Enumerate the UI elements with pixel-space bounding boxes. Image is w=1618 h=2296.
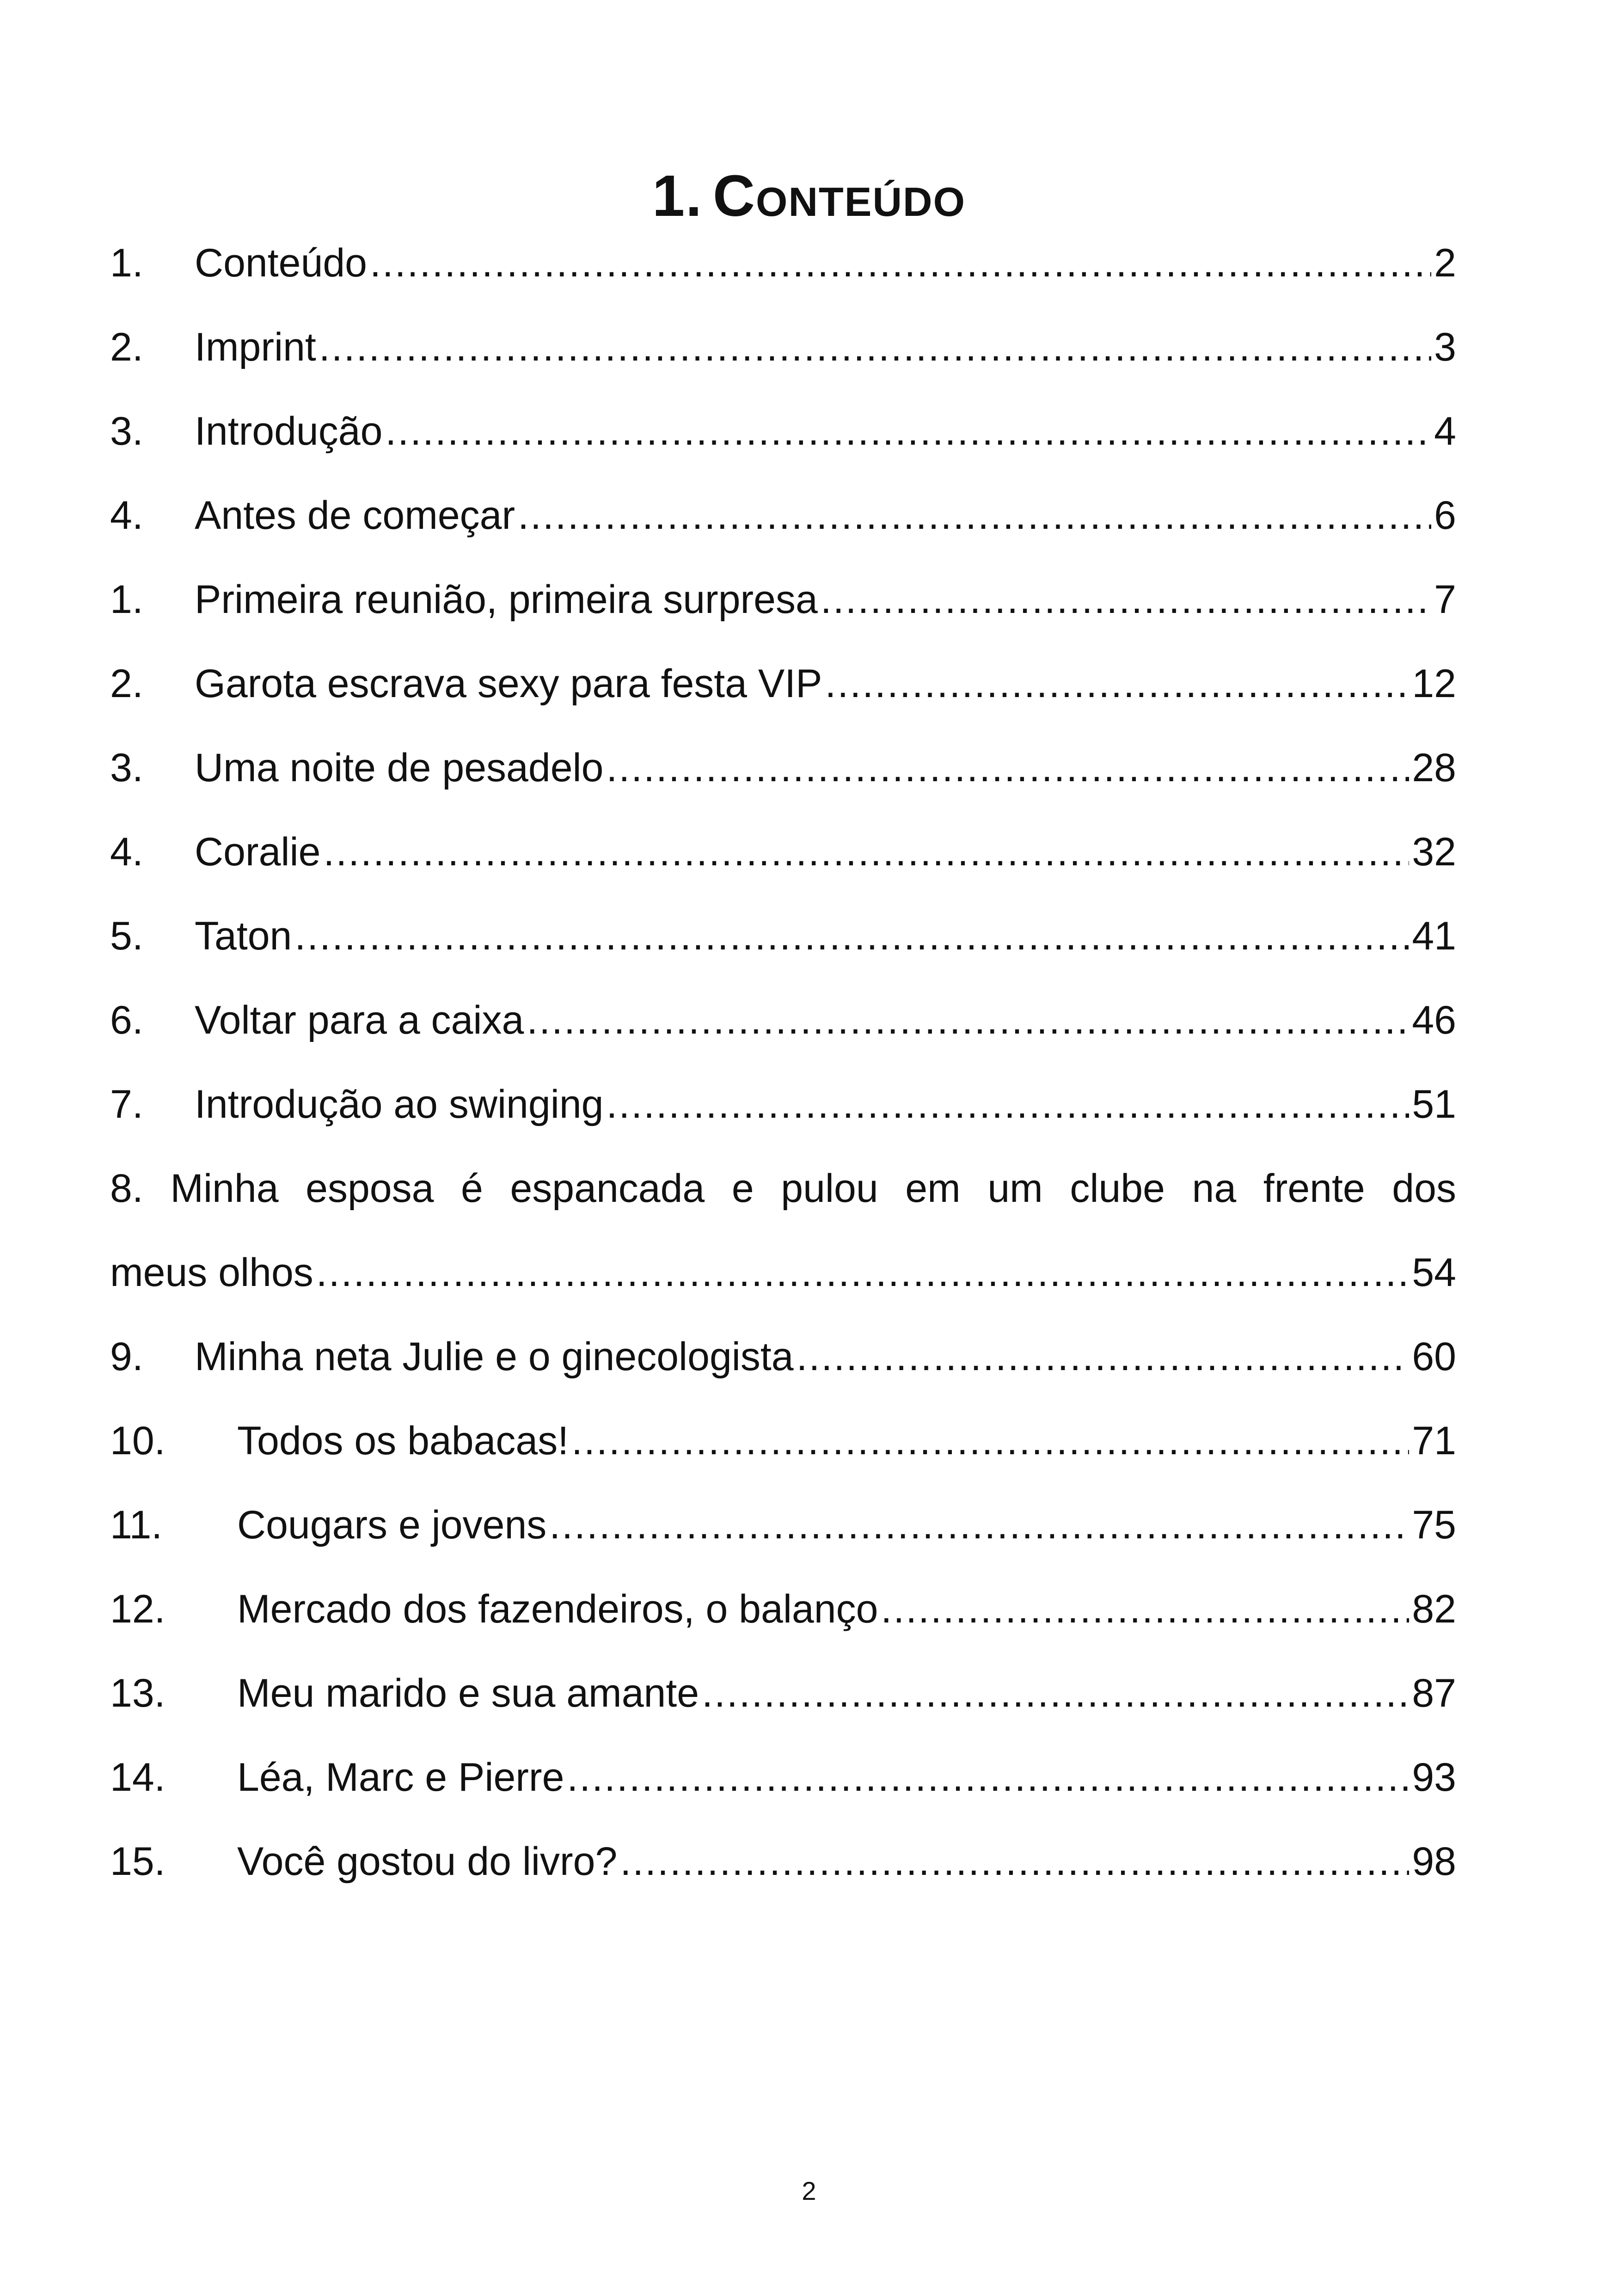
dot-leader (606, 726, 1409, 810)
toc-entry-number: 13. (110, 1671, 165, 1715)
table-of-contents (110, 221, 1456, 1904)
toc-entry-title: Minha neta Julie e o ginecologista (195, 1335, 794, 1379)
toc-entry-word: clube (1070, 1166, 1165, 1211)
toc-entry[interactable] (110, 1146, 1456, 1315)
toc-entry[interactable] (110, 1062, 1456, 1146)
toc-entry-word: na (1192, 1166, 1237, 1211)
dot-leader (294, 894, 1409, 978)
toc-entry[interactable] (110, 1735, 1456, 1819)
toc-entry-number: 3. (110, 409, 143, 453)
toc-entry-number: 2. (110, 661, 143, 706)
toc-entry-page: 28 (1412, 746, 1456, 790)
toc-entry[interactable] (110, 1567, 1456, 1651)
toc-entry-page: 12 (1412, 661, 1456, 706)
dot-leader (567, 1735, 1409, 1819)
toc-entry-word: frente (1263, 1166, 1365, 1211)
toc-entry-number: 5. (110, 914, 143, 958)
toc-entry-word: em (905, 1166, 961, 1211)
toc-entry-title: Voltar para a caixa (195, 998, 524, 1042)
toc-entry-number: 6. (110, 998, 143, 1042)
dot-leader (316, 1231, 1410, 1315)
toc-entry[interactable] (110, 726, 1456, 810)
toc-entry-page: 71 (1412, 1419, 1456, 1463)
toc-entry-page: 51 (1412, 1082, 1456, 1127)
toc-entry-word: esposa (306, 1166, 434, 1211)
toc-entry-title: Primeira reunião, primeira surpresa (195, 577, 818, 622)
toc-entry-number: 3. (110, 746, 143, 790)
toc-entry-number: 15. (110, 1839, 165, 1884)
toc-entry-word: e (731, 1166, 754, 1211)
toc-entry[interactable] (110, 1819, 1456, 1904)
toc-entry-word: um (987, 1166, 1043, 1211)
toc-entry-number: 8. (110, 1166, 143, 1211)
dot-leader (821, 557, 1431, 642)
toc-entry-word: espancada (510, 1166, 705, 1211)
toc-entry-page: 4 (1434, 409, 1456, 453)
toc-entry-title: Imprint (195, 325, 316, 369)
toc-entry-title: Mercado dos fazendeiros, o balanço (237, 1587, 878, 1631)
toc-entry-title: Cougars e jovens (237, 1503, 547, 1547)
dot-leader (385, 389, 1431, 473)
toc-entry-number: 12. (110, 1587, 165, 1631)
toc-entry-title: Todos os babacas! (237, 1419, 569, 1463)
dot-leader (620, 1819, 1409, 1904)
toc-entry-word: é (461, 1166, 483, 1211)
toc-entry-title: Antes de começar (195, 493, 515, 538)
toc-entry-title: Meu marido e sua amante (237, 1671, 699, 1715)
toc-entry-page: 46 (1412, 998, 1456, 1042)
title-number: 1. (652, 163, 703, 229)
toc-entry-page: 98 (1412, 1839, 1456, 1884)
toc-entry-title: Você gostou do livro? (237, 1839, 618, 1884)
toc-entry[interactable] (110, 389, 1456, 473)
toc-entry-number: 4. (110, 493, 143, 538)
toc-entry-number: 9. (110, 1335, 143, 1379)
dot-leader (319, 305, 1431, 389)
toc-entry[interactable] (110, 473, 1456, 557)
toc-entry-title: Introdução ao swinging (195, 1082, 604, 1127)
toc-entry-title-line2 (110, 1231, 1456, 1315)
toc-entry-page: 41 (1412, 914, 1456, 958)
toc-entry-number: 11. (110, 1503, 163, 1547)
toc-entry-page: 32 (1412, 830, 1456, 874)
toc-entry[interactable] (110, 557, 1456, 642)
toc-entry-title: Conteúdo (195, 241, 367, 285)
toc-entry-word: dos (1392, 1166, 1456, 1211)
toc-entry[interactable] (110, 1315, 1456, 1399)
toc-entry-number: 2. (110, 325, 143, 369)
toc-entry-number: 10. (110, 1419, 165, 1463)
toc-entry-title: Introdução (195, 409, 383, 453)
dot-leader (797, 1315, 1410, 1399)
dot-leader (323, 810, 1409, 894)
dot-leader (571, 1399, 1409, 1483)
toc-entry-page: 6 (1434, 493, 1456, 538)
dot-leader (549, 1483, 1409, 1567)
toc-entry[interactable] (110, 894, 1456, 978)
toc-entry[interactable] (110, 1399, 1456, 1483)
toc-entry-title: meus olhos (110, 1250, 313, 1295)
toc-entry-title: Taton (195, 914, 292, 958)
toc-entry-page: 82 (1412, 1587, 1456, 1631)
dot-leader (518, 473, 1431, 557)
toc-entry-number: 1. (110, 577, 143, 622)
toc-entry-page: 87 (1412, 1671, 1456, 1715)
toc-entry-number: 7. (110, 1082, 143, 1127)
toc-entry[interactable] (110, 1651, 1456, 1735)
toc-entry-title: Coralie (195, 830, 321, 874)
dot-leader (527, 978, 1409, 1062)
toc-entry-number: 14. (110, 1755, 165, 1800)
dot-leader (606, 1062, 1409, 1146)
toc-entry-title: Léa, Marc e Pierre (237, 1755, 564, 1800)
toc-entry-page: 54 (1412, 1250, 1456, 1295)
toc-entry-page: 93 (1412, 1755, 1456, 1800)
toc-entry-number: 4. (110, 830, 143, 874)
toc-entry-title: Uma noite de pesadelo (195, 746, 604, 790)
dot-leader (702, 1651, 1409, 1735)
dot-leader (881, 1567, 1409, 1651)
toc-entry-page: 60 (1412, 1335, 1456, 1379)
toc-entry[interactable] (110, 978, 1456, 1062)
toc-entry-word: pulou (781, 1166, 878, 1211)
toc-entry-page: 75 (1412, 1503, 1456, 1547)
toc-entry[interactable] (110, 305, 1456, 389)
dot-leader (825, 642, 1410, 726)
toc-entry-page: 2 (1434, 241, 1456, 285)
toc-entry-number: 1. (110, 241, 143, 285)
toc-entry-page: 7 (1434, 577, 1456, 622)
title-text: Conteúdo (713, 163, 966, 229)
toc-entry-word: Minha (170, 1166, 279, 1211)
toc-entry[interactable] (110, 810, 1456, 894)
page-number: 2 (802, 2176, 816, 2205)
toc-entry[interactable] (110, 221, 1456, 305)
dot-leader (370, 221, 1431, 305)
toc-entry[interactable] (110, 642, 1456, 726)
toc-entry-title-line1 (110, 1146, 1456, 1231)
toc-entry[interactable] (110, 1483, 1456, 1567)
toc-entry-page: 3 (1434, 325, 1456, 369)
toc-entry-title: Garota escrava sexy para festa VIP (195, 661, 822, 706)
